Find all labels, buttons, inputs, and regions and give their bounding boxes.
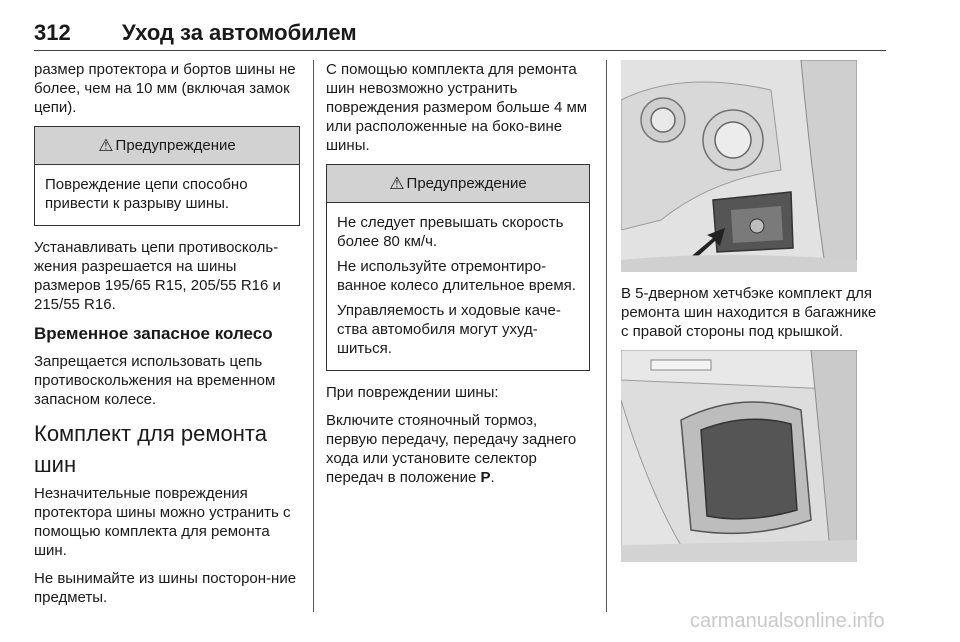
figure-trunk-cover <box>621 350 857 562</box>
subheading-spare-wheel: Временное запасное колесо <box>34 324 273 343</box>
warning-title: Предупреждение <box>115 137 236 154</box>
page-title: Уход за автомобилем <box>122 20 357 45</box>
column-2 <box>326 60 590 496</box>
page-number: 312 <box>34 20 71 45</box>
figure-caption: В 5-дверном хетчбэке комплект для ремонта шин находится в багажнике с правой стороны под крышкой. <box>621 285 877 340</box>
paragraph: С помощью комплекта для ремонта шин невозможно устранить повреждения размером больше 4 мм или расположенные на боко-вине шины. <box>326 61 588 154</box>
warning-text: Повреждение цепи способно привести к разрыву шины. <box>45 176 248 212</box>
warning-header <box>35 127 299 165</box>
heading-repair-kit: Комплект для ремонта шин <box>34 421 267 477</box>
warning-box <box>34 126 300 226</box>
page-header <box>34 10 886 51</box>
paragraph <box>326 411 590 487</box>
figure-trunk-kit-location <box>621 60 857 272</box>
paragraph: Устанавливать цепи противосколь-жения разрешается на шины размеров 195/65 R15, 205/55 R16 и 215/55 R16. <box>34 239 281 313</box>
warning-box <box>326 164 590 371</box>
column-divider <box>313 60 314 612</box>
warning-text: Не следует превышать скорость более 80 км/ч. <box>337 214 564 250</box>
warning-text: Не используйте отремонтиро-ванное колесо длительное время. <box>337 258 576 294</box>
warning-body <box>35 165 299 225</box>
watermark: carmanualsonline.info <box>690 610 885 632</box>
column-1 <box>34 60 300 616</box>
paragraph: размер протектора и бортов шины не более, чем на 10 мм (включая замок цепи). <box>34 61 296 116</box>
paragraph: Не вынимайте из шины посторон-ние предметы. <box>34 570 297 606</box>
paragraph: При повреждении шины: <box>326 384 499 401</box>
warning-icon: ⚠ <box>98 136 114 155</box>
warning-icon: ⚠ <box>389 174 405 193</box>
warning-text: Управляемость и ходовые каче-ства автомобиля могут ухуд-шиться. <box>337 302 561 357</box>
warning-title: Предупреждение <box>406 175 527 192</box>
text-span: . <box>490 469 495 486</box>
column-divider <box>606 60 607 612</box>
text-span: Включите стояночный тормоз, первую передачу, передачу заднего хода или установите селектор передач в положение <box>326 412 577 486</box>
warning-header <box>327 165 589 203</box>
column-3 <box>621 60 887 574</box>
warning-body <box>327 203 589 370</box>
gear-p-label: P <box>480 469 491 486</box>
paragraph: Запрещается использовать цепь противоскольжения на временном запасном колесе. <box>34 353 276 408</box>
paragraph: Незначительные повреждения протектора шины можно устранить с помощью комплекта для ремонта шин. <box>34 485 291 559</box>
